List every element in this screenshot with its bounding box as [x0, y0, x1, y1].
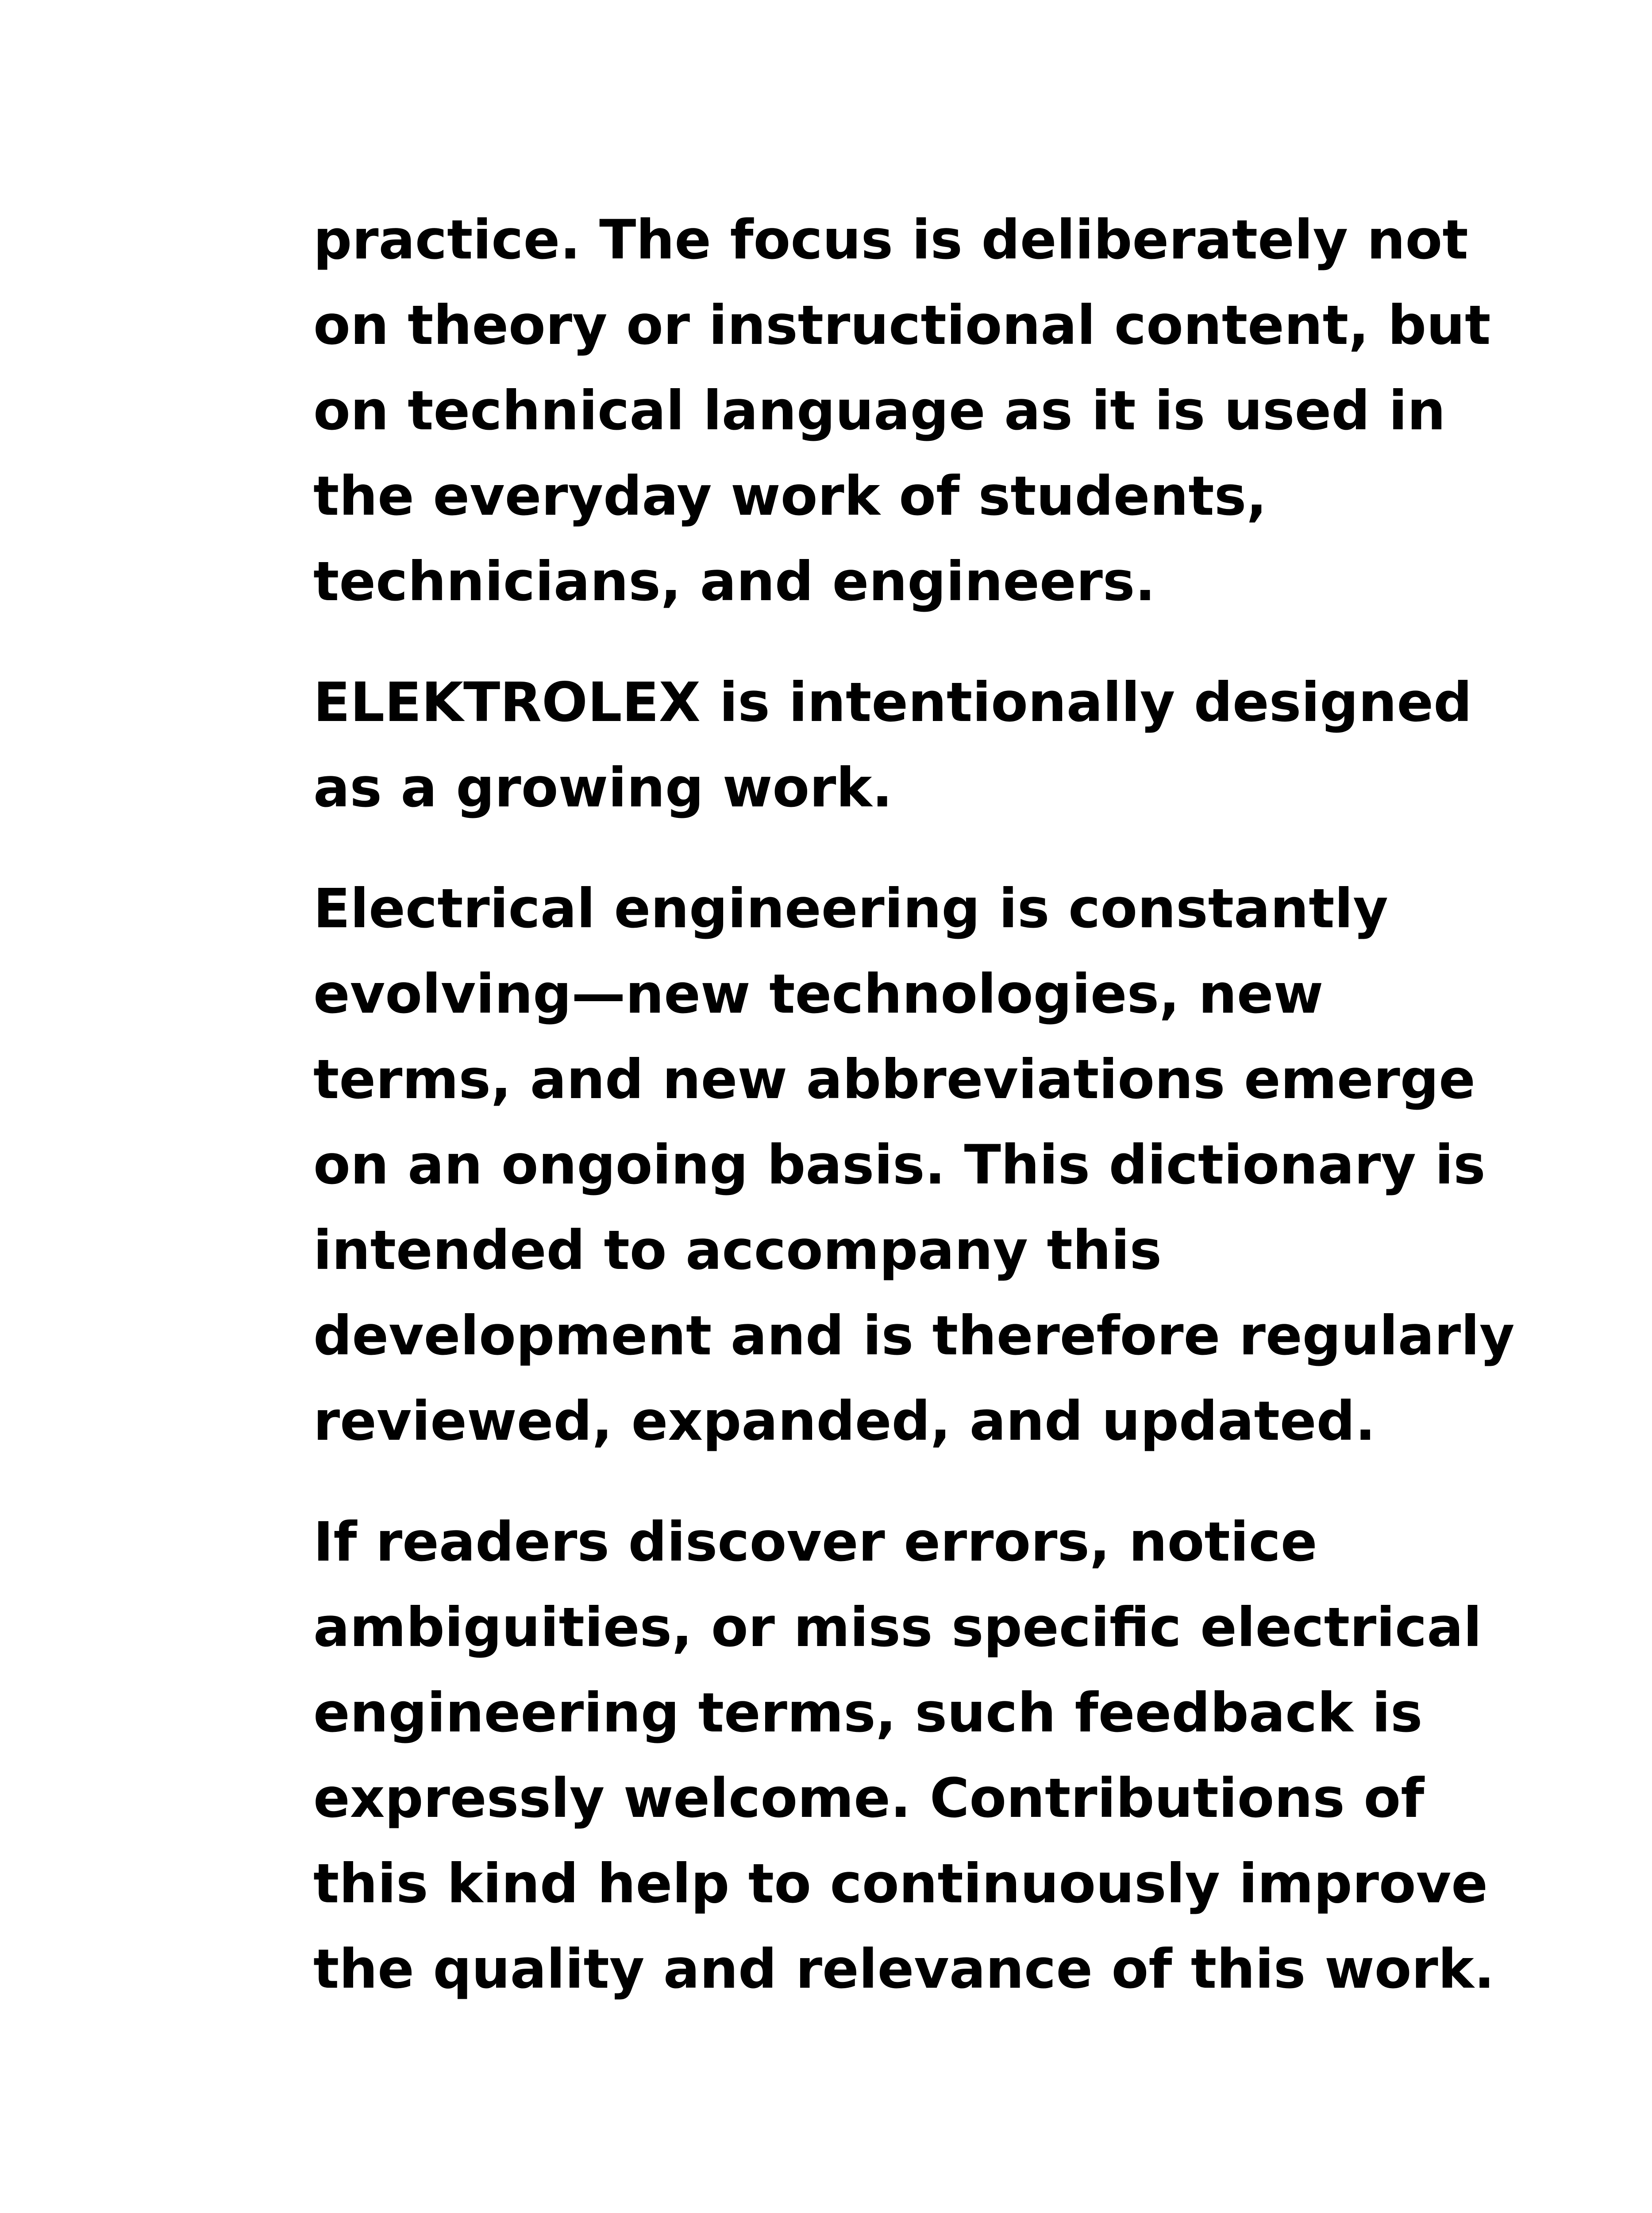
- text-line: as a growing work.: [313, 756, 893, 819]
- text-line: practice. The focus is deliberately not: [313, 208, 1468, 271]
- text-line: terms, and new abbreviations emerge: [313, 1048, 1475, 1111]
- text-line: intended to accompany this: [313, 1219, 1162, 1282]
- text-line: the quality and relevance of this work.: [313, 1938, 1495, 2001]
- paragraph-focus: [313, 197, 1499, 625]
- text-line: ambiguities, or miss specific electrical: [313, 1596, 1482, 1659]
- text-line: the everyday work of students,: [313, 465, 1267, 528]
- text-line: ELEKTROLEX is intentionally designed: [313, 671, 1472, 734]
- text-line: reviewed, expanded, and updated.: [313, 1390, 1376, 1453]
- text-line: on technical language as it is used in: [313, 379, 1446, 442]
- text-line: evolving—new technologies, new: [313, 963, 1324, 1026]
- text-line: Electrical engineering is constantly: [313, 877, 1388, 940]
- paragraph-feedback: [313, 1500, 1499, 2012]
- text-line: If readers discover errors, notice: [313, 1511, 1317, 1573]
- paragraph-evolving: [313, 866, 1515, 1464]
- paragraph-growing-work: [313, 660, 1499, 831]
- text-line: engineering terms, such feedback is: [313, 1681, 1423, 1744]
- text-line: development and is therefore regularly: [313, 1304, 1515, 1367]
- text-line: technicians, and engineers.: [313, 550, 1155, 613]
- text-line: this kind help to continuously improve: [313, 1852, 1488, 1915]
- body-text: [313, 197, 1515, 2047]
- text-line: on an ongoing basis. This dictionary is: [313, 1133, 1486, 1196]
- text-line: expressly welcome. Contributions of: [313, 1767, 1425, 1830]
- text-line: on theory or instructional content, but: [313, 294, 1491, 357]
